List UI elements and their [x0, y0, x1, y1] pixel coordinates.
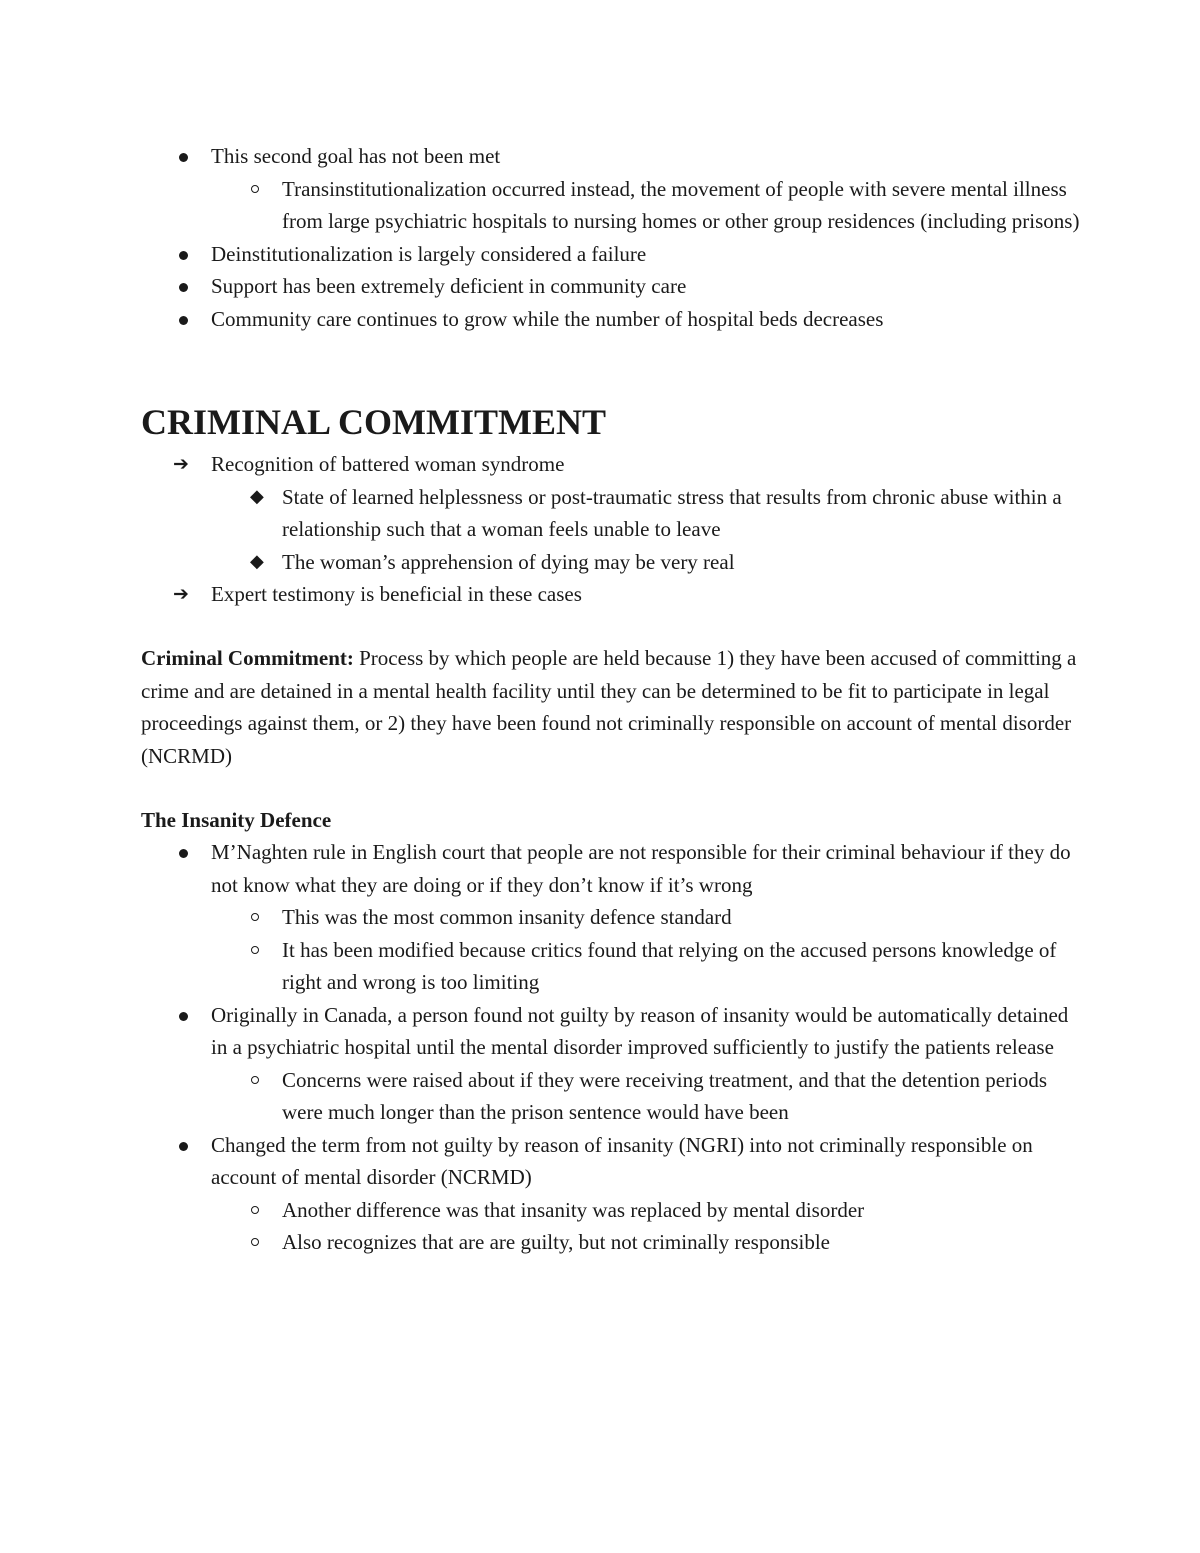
- list-item: ◆ The woman’s apprehension of dying may be very real: [141, 546, 1081, 579]
- list-item: Community care continues to grow while the number of hospital beds decreases: [141, 303, 1081, 336]
- list-item: This second goal has not been met: [141, 140, 1081, 173]
- list-item: Deinstitutionalization is largely considered a failure: [141, 238, 1081, 271]
- list-item: ➔ Recognition of battered woman syndrome: [141, 448, 1081, 481]
- bullet-dot-icon: [179, 251, 188, 260]
- diamond-bullet-icon: ◆: [250, 485, 264, 507]
- bullet-dot-icon: [179, 153, 188, 162]
- list-item: Another difference was that insanity was replaced by mental disorder: [141, 1194, 1081, 1227]
- definition-paragraph: [141, 642, 1081, 772]
- bullet-circle-icon: [251, 913, 259, 921]
- list-item: It has been modified because critics found that relying on the accused persons knowledge of right and wrong is too limiting: [141, 934, 1081, 999]
- intro-list: [141, 140, 1081, 335]
- definition-term: Criminal Commitment:: [141, 646, 354, 670]
- diamond-bullet-icon: ◆: [250, 550, 264, 572]
- bullet-circle-icon: [251, 1238, 259, 1246]
- bullet-dot-icon: [179, 849, 188, 858]
- bullet-circle-icon: [251, 185, 259, 193]
- arrow-bullet-icon: ➔: [173, 583, 189, 605]
- list-item: Transinstitutionalization occurred instead, the movement of people with severe mental illness from large psychiatric hospitals to nursing homes or other group residences (including prisons): [141, 173, 1081, 238]
- bullet-dot-icon: [179, 1142, 188, 1151]
- list-item: ◆ State of learned helplessness or post-traumatic stress that results from chronic abuse within a relationship such that a woman feels unable to leave: [141, 481, 1081, 546]
- arrow-bullet-icon: ➔: [173, 453, 189, 475]
- definition-text: Process by which people are held because 1) they have been accused of committing a crime and are detained in a mental health facility until they can be determined to be fit to participate in legal proceedings against them, or 2) they have been found not criminally responsible on account of mental disorder (NCRMD): [141, 646, 1077, 768]
- battered-woman-list: [141, 448, 1081, 611]
- section-heading: CRIMINAL COMMITMENT: [141, 402, 606, 442]
- list-item: M’Naghten rule in English court that people are not responsible for their criminal behaviour if they do not know what they are doing or if they don’t know if it’s wrong: [141, 836, 1081, 901]
- list-item: This was the most common insanity defence standard: [141, 901, 1081, 934]
- bullet-circle-icon: [251, 1076, 259, 1084]
- list-item: Originally in Canada, a person found not guilty by reason of insanity would be automatically detained in a psychiatric hospital until the mental disorder improved sufficiently to justify the patients release: [141, 999, 1081, 1064]
- bullet-circle-icon: [251, 1206, 259, 1214]
- list-item: Changed the term from not guilty by reason of insanity (NGRI) into not criminally responsible on account of mental disorder (NCRMD): [141, 1129, 1081, 1194]
- bullet-dot-icon: [179, 316, 188, 325]
- list-item: Concerns were raised about if they were receiving treatment, and that the detention periods were much longer than the prison sentence would have been: [141, 1064, 1081, 1129]
- bullet-circle-icon: [251, 946, 259, 954]
- insanity-list: [141, 836, 1081, 1259]
- list-item: ➔ Expert testimony is beneficial in these cases: [141, 578, 1081, 611]
- bullet-dot-icon: [179, 1012, 188, 1021]
- bullet-dot-icon: [179, 283, 188, 292]
- subsection-heading: The Insanity Defence: [141, 808, 332, 832]
- list-item: Also recognizes that are are guilty, but not criminally responsible: [141, 1226, 1081, 1259]
- list-item: Support has been extremely deficient in community care: [141, 270, 1081, 303]
